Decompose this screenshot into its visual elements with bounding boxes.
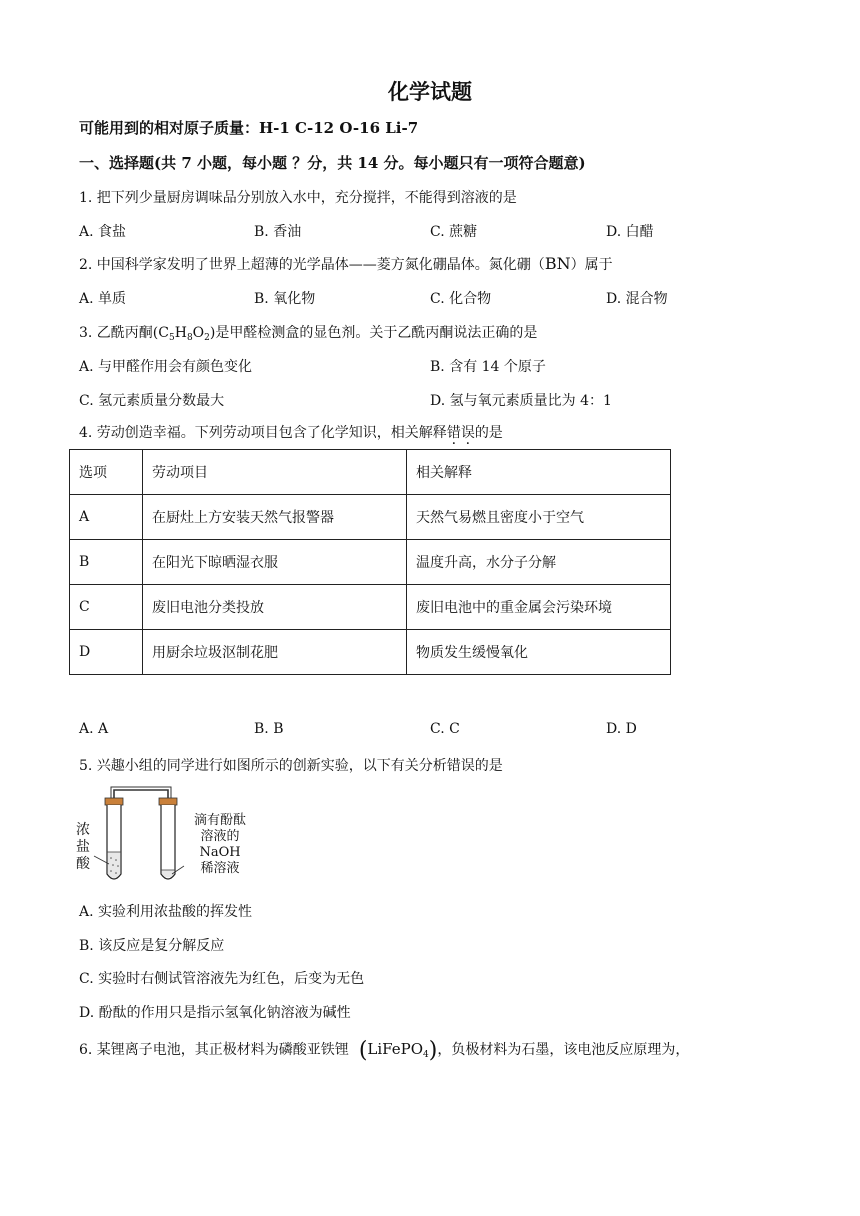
table-row: [70, 540, 671, 585]
q2-option-c: C. 化合物: [430, 291, 492, 307]
q3-sub-1: 5: [168, 333, 175, 343]
q2-option-d: D. 混合物: [606, 291, 668, 307]
q2-option-a: A. 单质: [79, 291, 127, 307]
table-row: [70, 630, 671, 675]
question-4-stem: [79, 422, 503, 442]
table-cell: C: [70, 585, 143, 630]
right-label-line: NaOH: [199, 845, 241, 860]
q6-formula: LiFePO: [367, 1040, 424, 1058]
q3-stem-post: )是甲醛检测盒的显色剂。关于乙酰丙酮说法正确的是: [209, 325, 538, 341]
q2-stem-post: ）属于: [570, 257, 613, 273]
question-1-stem: 1. 把下列少量厨房调味品分别放入水中，充分搅拌，不能得到溶液的是: [79, 190, 517, 206]
table-header-cell: 相关解释: [407, 450, 671, 495]
q3-option-d: D. 氢与氧元素质量比为 4：1: [430, 393, 612, 409]
page-title: 化学试题: [388, 79, 472, 104]
table-cell: 在厨灶上方安装天然气报警器: [143, 495, 407, 540]
right-label-line: 稀溶液: [200, 861, 240, 876]
q1-option-b: B. 香油: [254, 224, 302, 240]
q4-stem-post: 的是: [474, 425, 503, 441]
table-cell: 废旧电池分类投放: [143, 585, 407, 630]
q5-option-d: D. 酚酞的作用只是指示氢氧化钠溶液为碱性: [79, 1005, 351, 1021]
q4-option-b: B. B: [254, 721, 284, 737]
table-header-cell: 选项: [70, 450, 143, 495]
q4-emphasis-2: 误: [460, 425, 475, 441]
left-tube-label: [76, 822, 92, 873]
q1-option-a: A. 食盐: [79, 224, 127, 240]
q6-formula-sub: 4: [423, 1050, 429, 1060]
table-cell: 物质发生缓慢氧化: [407, 630, 671, 675]
q3-mid-1: H: [174, 325, 187, 341]
table-cell: 温度升高，水分子分解: [407, 540, 671, 585]
right-label-line: 滴有酚酞: [193, 813, 246, 828]
q4-stem-pre: 4. 劳动创造幸福。下列劳动项目包含了化学知识，相关解释: [79, 425, 447, 441]
question-3-stem: [79, 322, 537, 343]
q3-mid-2: O: [192, 325, 205, 341]
table-cell: 天然气易燃且密度小于空气: [407, 495, 671, 540]
q3-option-c: C. 氢元素质量分数最大: [79, 393, 225, 409]
q2-option-b: B. 氧化物: [254, 291, 316, 307]
question-2-stem: [79, 254, 613, 274]
right-tube-label: [183, 813, 257, 877]
table-cell: B: [70, 540, 143, 585]
q4-option-c: C. C: [430, 721, 460, 737]
q5-option-a: A. 实验利用浓盐酸的挥发性: [79, 904, 253, 920]
q3-option-b: B. 含有 14 个原子: [430, 359, 546, 375]
table-header-row: [70, 450, 671, 495]
table-cell: 用厨余垃圾沤制花肥: [143, 630, 407, 675]
q4-emphasis-1: 错: [446, 425, 461, 441]
q2-stem-pre: 2. 中国科学家发明了世界上超薄的光学晶体——菱方氮化硼晶体。氮化硼（: [79, 257, 545, 273]
q5-option-c: C. 实验时右侧试管溶液先为红色，后变为无色: [79, 971, 365, 987]
table-row: [70, 585, 671, 630]
table-header-cell: 劳动项目: [143, 450, 407, 495]
left-paren: (: [358, 1038, 368, 1063]
q4-option-d: D. D: [606, 721, 637, 737]
left-label-char: 浓: [76, 822, 90, 838]
table-cell: 废旧电池中的重金属会污染环境: [407, 585, 671, 630]
q3-sub-2: 8: [186, 333, 193, 343]
q3-stem-pre: 3. 乙酰丙酮(C: [79, 325, 169, 341]
question-6-stem: [79, 1038, 689, 1063]
q5-option-b: B. 该反应是复分解反应: [79, 938, 225, 954]
q6-stem-post: ，负极材料为石墨，该电池反应原理为，: [437, 1042, 690, 1058]
right-label-line: 溶液的: [200, 829, 240, 844]
right-paren: ): [428, 1038, 438, 1063]
table-cell: 在阳光下晾晒湿衣服: [143, 540, 407, 585]
atomic-mass-line: 可能用到的相对原子质量：H-1 C-12 O-16 Li-7: [79, 119, 419, 137]
q2-formula: BN: [544, 254, 571, 273]
table-row: [70, 495, 671, 540]
section-header: 一、选择题(共 7 小题，每小题 ？分，共 14 分。每小题只有一项符合题意): [79, 154, 586, 172]
q1-option-d: D. 白醋: [606, 224, 654, 240]
q1-option-c: C. 蔗糖: [430, 224, 478, 240]
q3-sub-3: 2: [204, 333, 210, 343]
q4-table: [69, 449, 671, 675]
table-cell: D: [70, 630, 143, 675]
q3-option-a: A. 与甲醛作用会有颜色变化: [79, 359, 253, 375]
left-label-char: 盐: [76, 839, 90, 855]
q4-option-a: A. A: [79, 721, 109, 737]
experiment-figure: [76, 786, 266, 890]
table-cell: A: [70, 495, 143, 540]
left-label-char: 酸: [76, 856, 90, 872]
question-5-stem: 5. 兴趣小组的同学进行如图所示的创新实验，以下有关分析错误的是: [79, 758, 503, 774]
q6-stem-pre: 6. 某锂离子电池，其正极材料为磷酸亚铁锂: [79, 1042, 349, 1058]
